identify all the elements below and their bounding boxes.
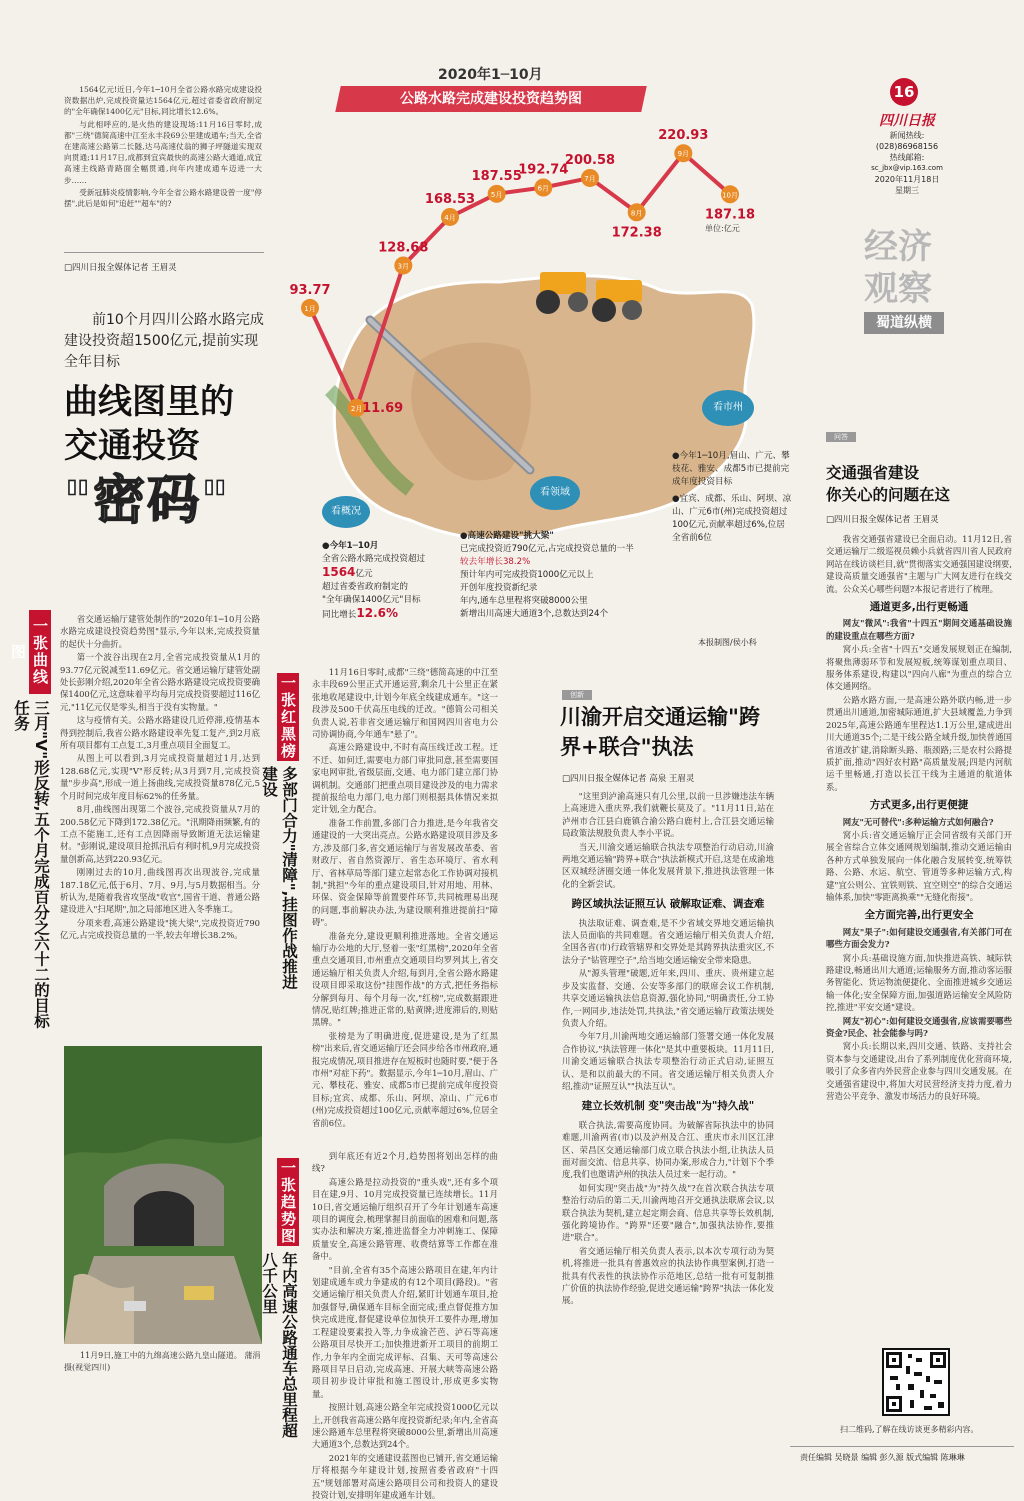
innovation-tag: 创新 — [562, 682, 592, 701]
email[interactable]: sc_jbx@vip.163.com — [871, 164, 943, 172]
innovation-subhead: 建立长效机制 变"突击战"为"持久战" — [581, 1100, 755, 1113]
value-label: 93.77 — [289, 282, 331, 298]
qa-paragraph: 我省交通强省建设已全面启动。11月12日,省交通运输厅二级巡视员赖小兵就省四川省人民政府网站在线访谈栏目,就"贯彻落实交通强国建设纲要,建设高质量交通强省"主题与广大网友进行在线交流。公众关心哪些问题?本报记者进行了梳理。 — [826, 534, 1012, 594]
lead-headline-line2: 交通投资 — [64, 426, 200, 466]
qa-headline — [826, 462, 1016, 506]
redlist-paragraph: 准备工作前置,多部门合力推进,是今年我省交通建设的一大突出亮点。公路水路建设项目涉及多方,涉及部门多,省交通运输厅与省发展改革委、省财政厅、省自然资源厅、省生态环境厅、省水利厅、省林草局等部门建立起常态化工作协调对接机制,"挑担"今年的重点建设项目,针对用地、用林、环保、资金保障等前置要件环节,共同梳理易出现的问题,事前解决办法,为建设顺利推进提前扫"障碍"。 — [312, 817, 498, 928]
intro-paragraph: 与此相呼应的,是火热的建设现场:11月16日零时,成都"三绕"德简高速中江至永丰段69公里建成通车;当天,全省在建高速公路第二长隧,达马高速仗翁的狮子坪隧道实现双向贯通;11月17日,成都到宜宾最快的高速公路大通道,成宜高速主线路青路面全幅贯通,向年内建成通车迈进一大步…… — [64, 119, 262, 185]
photo-caption: 11月9日,施工中的九绵高速公路九皇山隧道。 蒲涓 摄(视觉四川) — [64, 1351, 261, 1372]
chart-title-banner — [335, 86, 647, 112]
chart-title: 公路水路完成建设投资趋势图 — [400, 91, 582, 107]
trend-headline: 年内高速公路通车总里程超八千公里 — [260, 1252, 298, 1438]
innovation-paragraph: 今年7月,川渝两地交通运输部门签署交通一体化发展合作协议,"执法管理一体化"是其中重要板块。11月11日,川渝交通运输联合执法专项整治行动正式启动,证照互认、是和以前最大的不同。省交通运输厅相关负责人介绍,推动"证照互认""执法互认"。 — [562, 1031, 774, 1091]
value-label: 187.55 — [471, 168, 522, 184]
overview-stats: ●今年1─10月 全省公路水路完成投资超过 1564亿元 超过省委省政府制定的 "全年确保1400亿元"目标 同比增长12.6% — [322, 541, 426, 620]
construction-photo — [64, 1046, 262, 1344]
innovation-headline: 川渝开启交通运输"跨界+联合"执法 — [560, 705, 760, 759]
curve-paragraph: 8月,曲线图出现第二个波谷,完成投资量从7月的200.58亿元下降到172.38亿元。"汛期降雨频繁,有的工点不能施工,还有工点因降雨导致断道无法运输建材。"彭刚说,建设项目抢抓汛后有利时机,9月完成投资量创新高,达到220.93亿元。 — [60, 804, 260, 864]
redlist-article — [312, 666, 498, 1146]
qa-byline: □四川日报全媒体记者 王眉灵 — [826, 515, 939, 525]
city-stats: ●今年1─10月,眉山、广元、攀枝花、雅安、成都5市已提前完成年度投资目标 ●宜宾、成都、乐山、阿坝、凉山、广元6市(州)完成投资超过100亿元,贡献率超过6%,位居全省前6位 — [672, 451, 792, 543]
innovation-paragraph: "这里到泸渝高速只有几公里,以前一旦涉嫌违法车辆上高速进入重庆界,我们就鞭长莫及了。"11月11日,站在泸州市合江县白鹿镇合渝公路白鹿村上,合江县交通运输局政策法规股负责人李小平说。 — [562, 791, 774, 839]
qa-answer: 公路水路方面,一是高速公路外联内畅,进一步贯通出川通道,加密城际通道,扩大县域覆盖,力争到2025年,高速公路通车里程达1.1万公里,建成进出川大通道35个;二是干线公路全域升级,加快普通国省道改扩建,消除断头路、瓶颈路;三是农村公路提质扩面,推动"四好农村路"高质量发展;四是内河航运千里畅通,打造以长江干线为主通道的航道体系。 — [826, 694, 1012, 792]
qa-article — [826, 533, 1012, 1343]
value-label: 192.74 — [518, 162, 569, 178]
trend-paragraph: 到年底还有近2个月,趋势图将划出怎样的曲线? — [312, 1151, 498, 1174]
month-label: 2月 — [350, 404, 363, 413]
hotline-label: 新闻热线: — [889, 131, 925, 140]
trend-line — [310, 153, 730, 408]
qr-caption: 扫二维码,了解在线访谈更多精彩内容。 — [840, 1425, 979, 1434]
value-label: 168.53 — [424, 191, 476, 207]
masthead — [842, 74, 972, 214]
month-label: 7月 — [584, 174, 596, 183]
qa-question: 网友"初心":如何建设交通强省,应该需要哪些资金?民企、社会能参与吗? — [826, 1015, 1012, 1039]
email-label: 热线邮箱: — [889, 153, 925, 162]
weekday: 星期三 — [895, 186, 919, 195]
curve-paragraph: 从图上可以看到,3月完成投资量超过1月,达到128.68亿元,实现"V"形反转;从3月到7月,完成投资量"步步高",形成一道上扬曲线,完成投资量878亿元,5个月时间完成年度目标62%的任务量。 — [60, 753, 260, 801]
section-title-line2: 观察 — [864, 269, 932, 309]
page-number-badge — [890, 78, 918, 106]
qa-answer: 窝小兵:基础设施方面,加快推进高铁、城际铁路建设,畅通出川大通道;运输服务方面,推动客运服务智能化、货运物流便捷化、全面推进城乡交通运输一体化;安全保障方面,加强道路运输安全风险防控,推进"平安交通"建设。 — [826, 952, 1012, 1013]
month-label: 6月 — [537, 184, 550, 193]
innovation-paragraph: 如何实现"突击战"为"持久战"?在首次联合执法专项整治行动后的第二天,川渝两地召开交通执法联席会议,以联合执法为契机,建立起定期会商、信息共享等长效机制,强化跨境协作。"跨界"还要"融合",加强执法协作,要推进"联合"。 — [562, 1182, 774, 1243]
value-label: 128.68 — [378, 240, 429, 256]
curve-headline: 三月"V"形反转,五个月完成百分之六十二的目标任务 — [12, 700, 50, 1029]
qa-subhead: 方式更多,出行更便捷 — [869, 799, 969, 812]
value-label: 220.93 — [658, 128, 709, 144]
tab-trend: 一张趋势图 — [279, 1159, 297, 1245]
lead-headline — [64, 380, 294, 534]
innovation-paragraph: 执法取证难、调查难,是不少省域交界地交通运输执法人员面临的共同难题。省交通运输厅相关负责人介绍,全国各省(市)行政管辖界和交界处是其跨界执法重灾区,不法分子"钻管理空子",给当地交通运输安全带来隐患。 — [562, 917, 774, 965]
intro-paragraph: 受新冠肺炎疫情影响,今年全省公路水路建设曾一度"停摆",此后是如何"追赶""超车"的? — [64, 187, 262, 209]
month-label: 8月 — [630, 209, 643, 218]
qa-headline-line2: 你关心的问题在这 — [826, 486, 951, 504]
curve-paragraph: 刚刚过去的10月,曲线图再次出现波谷,完成量187.18亿元,低于6月、7月、9月,与5月数据相当。分析认为,是随着我省攻坚战"收官",国省干道、普通公路建设进入"扫尾期",加之局部地区进入冬季施工。 — [60, 867, 260, 915]
tab-curve: 一张曲线图 — [29, 610, 51, 694]
qa-subhead: 全方面完善,出行更安全 — [864, 909, 974, 922]
curve-paragraph: 分项来看,高速公路建设"挑大梁",完成投资近790亿元,占完成投资总量的一半,较去年增长38.2%。 — [60, 917, 260, 941]
lead-headline-line3: "密码" — [64, 471, 231, 531]
intro-paragraph: 1564亿元!近日,今年1─10月全省公路水路完成建设投资数据出炉,完成投资量达1564亿元,超过省委省政府制定的"全年确保1400亿元"目标,同比增长12.6%。 — [64, 85, 262, 117]
intro-text — [64, 84, 262, 234]
redlist-paragraph: 11月16日零时,成都"三绕"德简高速的中江至永丰段69公里正式开通运营,剩余几十公里正在紧张地收尾建设中,计划今年底全线建成通车。"这一段涉及500千伏高压电线的迁改。"德简公司相关负责人说,若非省交通运输厅和国网四川省电力公司协调协商,今年通车"悬了"。 — [312, 667, 498, 740]
innovation-subhead: 跨区域执法证照互认 破解取证难、调查难 — [571, 898, 765, 911]
chart-unit: 单位:亿元 — [705, 224, 740, 233]
curve-paragraph: 这与疫情有关。公路水路建设几近停滞,疫情基本得到控制后,我省公路水路建设率先复工复产,到2月底所有项目都有工点复工,3月重点项目全面复工。 — [60, 715, 260, 751]
section-title — [864, 226, 944, 334]
qa-subhead: 通道更多,出行更畅通 — [869, 601, 969, 614]
innovation-paragraph: 当天,川渝交通运输联合执法专项整治行动启动,川渝两地交通运输"跨界+联合"执法新模式开启,这是在成渝地区双城经济圈交通一体化发展背景下,推进执法管理一体化的全新尝试。 — [562, 841, 774, 889]
month-label: 5月 — [490, 190, 503, 199]
editor-credits: 责任编辑 吴晓景 编辑 彭久源 版式编辑 陈琳琳 — [800, 1453, 965, 1462]
paper-name: 四川日报 — [879, 113, 935, 129]
issue-date: 2020年11月18日 — [874, 175, 940, 184]
qa-answer: 窝小兵:长期以来,四川交通、铁路、支持社会资本参与交通建设,出台了系列制度优化营商环境,吸引了众多省内外民营企业参与四川交通发展。在交通强省建设中,将加大对民营经济支持力度,着力营造公平竞争、激发市场活力的良好环境。 — [826, 1041, 1012, 1102]
redlist-paragraph: 张榜是为了明确进度,促进建设,是为了红黑榜"出来后,省交通运输厅还会同步给各市州政府,通报完成情况,项目推进存在短板时也随时要,"便于各市州"对症下药"。数据显示,今年1─10月,眉山、广元、攀枝花、雅安、成都5市已提前完成年度投资目标;宜宾、成都、乐山、阿坝、凉山、广元6市(州)完成投资超过100亿元,贡献率超过6%,位居全省前6位。 — [312, 1030, 498, 1128]
qa-tag: 问答 — [826, 424, 856, 443]
domain-stats: ●高速公路建设"挑大梁" 已完成投资近790亿元,占完成投资总量的一半 较去年增长38.2% 预计年内可完成投资1000亿元以上 开创年度投资新纪录 年内,通车总里程将突破8000公里 新增出川高速大通道3个,总数达到24个 — [460, 531, 634, 619]
innovation-paragraph: 从"源头管理"破题,近年来,四川、重庆、贵州建立起步及实监督、交通、公安等多部门的联席会议工作机制,共享交通运输执法信息资源,强化协同,"明确责任,分工协作,一网同步,违法处罚,共执法,"省交通运输厅政策法规处负责人介绍。 — [562, 968, 774, 1028]
domain-bubble: 看领域 — [530, 476, 580, 510]
qa-answer: 窝小兵:省交通运输厅正会同省级有关部门开展全省综合立体交通网规划编制,推动交通运输由各种方式单独发展向一体化融合发展转变,统筹铁路、公路、水运、航空、管道等多种运输方式,构建"宜公则公、宜铁则铁、宜空则空"的综合交通运输体系,加快"零距离换乘""无缝化衔接"。 — [826, 829, 1012, 902]
qa-answer: 窝小兵:全省"十四五"交通发展规划正在编制,将聚焦薄弱环节和发展短板,统筹谋划重点项目、服务体系建设,构建以"四向八廊"为重点的综合立体交通网络。 — [826, 644, 1012, 692]
innovation-paragraph: 省交通运输厅相关负责人表示,以本次专项行动为契机,将推进一批具有普惠效应的执法协作典型案例,打造一批具有代表性的执法协作示范地区,总结一批有可复制推广价值的执法协作经验,促进交通运输"跨界"执法一体化发展。 — [562, 1245, 774, 1306]
month-label: 9月 — [677, 150, 690, 159]
city-bubble: 看市州 — [702, 390, 754, 426]
trend-article — [312, 1150, 498, 1500]
month-label: 10月 — [722, 191, 738, 200]
graphic-credit: 本报制图/侯小科 — [698, 638, 757, 647]
value-label: 11.69 — [362, 400, 404, 416]
qr-code-icon — [884, 1350, 948, 1414]
trend-paragraph: 按照计划,高速公路全年完成投资1000亿元以上,开创我省高速公路年度投资新纪录;年内,全省高速公路通车总里程将突破8000公里,新增出川高速大通道3个,总数达到24个。 — [312, 1402, 498, 1450]
qr-code[interactable] — [882, 1348, 950, 1416]
innovation-paragraph: 联合执法,需要高度协同。为破解省际执法中的协同难题,川渝两省(市)以及泸州及合江、重庆市永川区江津区、荣昌区交通运输部门成立联合执法小组,让执法人员面对面交流、信息共享、协同办案,形成合力,"计划下个季度,我们也邀请泸州的执法人员过来一起行动。" — [562, 1119, 774, 1180]
lead-byline: □四川日报全媒体记者 王眉灵 — [64, 263, 177, 273]
month-label: 1月 — [304, 304, 316, 313]
page-number: 16 — [893, 83, 915, 101]
section-title-line1: 经济 — [864, 227, 932, 267]
innovation-article — [562, 790, 774, 1450]
intro-divider — [64, 252, 264, 253]
footer-rule — [790, 1446, 1014, 1447]
trend-paragraph: 高速公路是拉动投资的"重头戏",还有多个项目在建,9月、10月完成投资量已连续增长。11月10日,省交通运输厅组织召开了今年计划通车高速项目的调度会,梳理掌握目前面临的困难和问题,落实办法和解决方案,推进监督全力冲刺施工、保障质量安全,高速公路管理、收费结算等工作都在准备中。 — [312, 1176, 498, 1262]
qa-question: 网友"无可替代":多种运输方式如何融合? — [842, 816, 994, 827]
month-label: 3月 — [397, 262, 410, 271]
month-label: 4月 — [444, 213, 456, 222]
innovation-byline: □四川日报全媒体记者 高泉 王眉灵 — [562, 774, 695, 784]
value-label: 187.18 — [704, 207, 756, 223]
redlist-paragraph: 高速公路建设中,不时有高压线迁改工程。迁不迁、如何迁,需要电力部门审批同意,甚至需要国家电网审批,省级层面,交通、电力部门建立部门协调机制。交通部门把重点项目建设涉及的电力需求提前报给电力部门,电力部门则根据具体情况来拟定计划,全力配合。 — [312, 742, 498, 815]
qa-question: 网友"果子":如何建设交通强省,有关部门可在哪些方面会发力? — [826, 926, 1012, 950]
lead-headline-line1: 曲线图里的 — [64, 382, 234, 422]
chart-subtitle: 2020年1─10月 — [438, 67, 543, 83]
trend-paragraph: "目前,全省有35个高速公路项目在建,年内计划建成通车或力争建成的有12个项目(路段)。"省交通运输厅相关负责人介绍,紧盯计划通车项目,抢加强督导,确保通车目标全面完成;重点督促推方加快完成进度,督促建设单位加快开工要件办理,增加工程建设要素投入等,力争成渝芒芭、泸石等高速公路项目尽快开工;加快推进新开工项目的前期工作,力争年内全面完成评标、召集、天可等高速公路项目早日启动,完成高速、开展大峡等高速公路项目初步设计审批和施工图设计,形成更多实物量。 — [312, 1264, 498, 1399]
curve-article — [60, 613, 260, 1037]
value-label: 172.38 — [611, 225, 662, 241]
qa-headline-line1: 交通强省建设 — [826, 464, 920, 482]
trend-paragraph: 2021年的交通建设蓝图也已铺开,省交通运输厅将根据今年建设计划,按照省委省政府"十四五"规划部署对高速公路项目公司和投资人的建设投资计划,安排明年建成通车计划。 — [312, 1452, 498, 1500]
section-subtitle: 蜀道纵横 — [864, 312, 944, 334]
tunnel-photo-illustration — [64, 1046, 262, 1344]
redlist-headline: 多部门合力"清障",挂图作战推进建设 — [260, 766, 298, 990]
curve-paragraph: 省交通运输厅建管处制作的"2020年1─10月公路水路完成建设投资趋势图"显示,今年以来,完成投资量的起伏十分曲折。 — [60, 614, 260, 649]
redlist-paragraph: 准备充分,建设更顺利推进落地。全省交通运输厅办公地的大厅,竖着一张"红黑榜",2020年全省重点交通项目,市州重点交通项目均罗列其上,省交通运输厅相关负责人介绍,每到月,全省公路水路建设项目即采取这份"挂图作战"的方式,把任务指标分解到每月、每个月每一次,"红榜",完成数据跟进情况,贴红牌;推进正常的,贴黄牌;进度滞后的,则贴黑牌。" — [312, 930, 498, 1028]
hotline: (028)86968156 — [875, 142, 939, 151]
curve-paragraph: 第一个波谷出现在2月,全省完成投资量从1月的93.77亿元锐减至11.69亿元。省交通运输厅建管处副处长彭刚介绍,2020年全省公路水路建设完成投资要确保1400亿元,这意味着平均每月完成投资要超过116亿元,"11亿元仅是零头,相当于没有实物量。" — [60, 652, 260, 712]
qa-question: 网友"微风":我省"十四五"期间交通基础设施的建设重点在哪些方面? — [826, 618, 1012, 641]
overview-bubble: 看概况 — [322, 496, 370, 528]
tab-redlist: 一张红黑榜 — [279, 674, 297, 760]
trend-chart — [270, 110, 756, 430]
lead-kicker: 前10个月四川公路水路完成建设投资超1500亿元,提前实现全年目标 — [64, 312, 264, 370]
value-label: 200.58 — [564, 152, 616, 168]
